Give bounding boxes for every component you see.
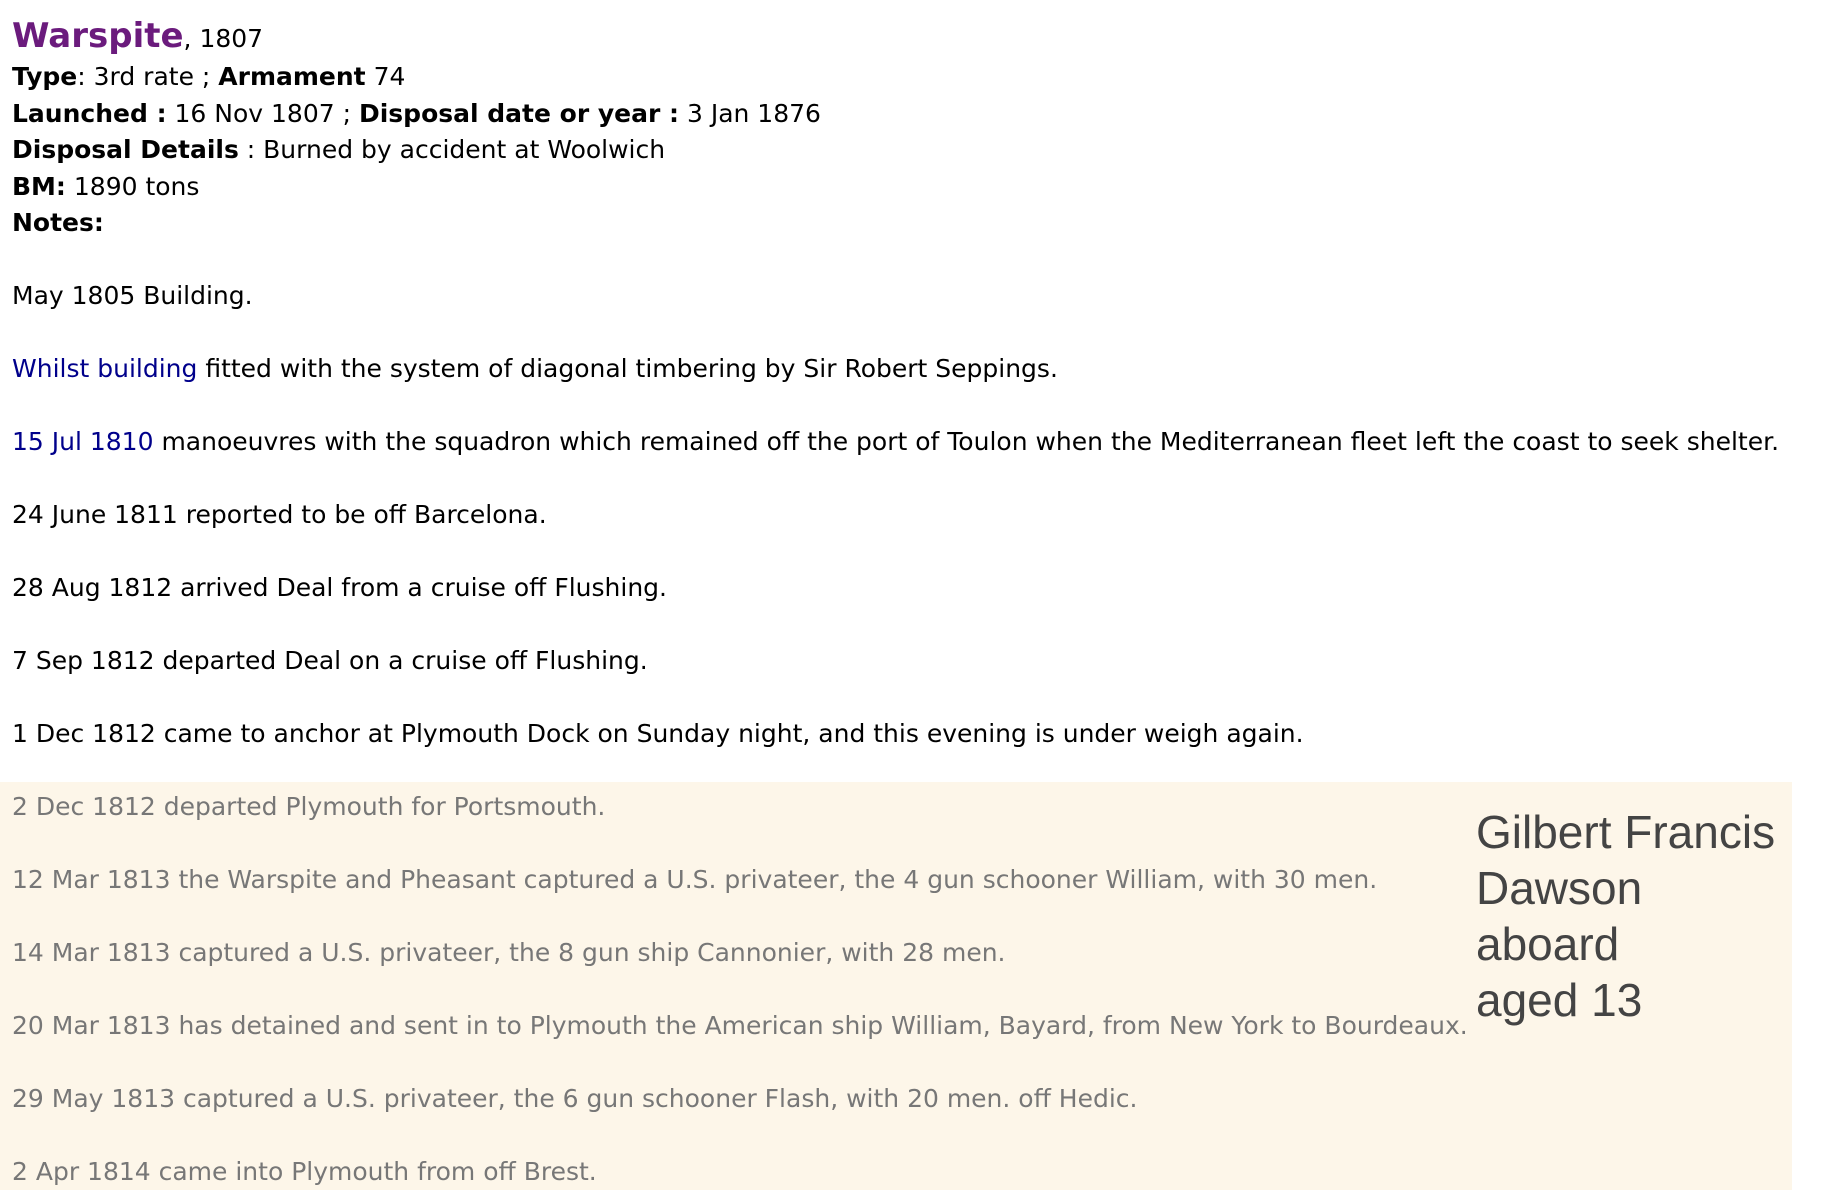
disposal-details-line [12,132,1712,169]
ship-details [12,16,1712,242]
title-line [12,16,1712,59]
entry-text: fitted with the system of diagonal timbering by Sir Robert Seppings. [197,354,1058,383]
disposal-details-value: : Burned by accident at Woolwich [238,135,666,164]
entry-text: 2 Dec 1812 departed Plymouth for Portsmouth. [12,792,606,821]
launched-line [12,96,1712,133]
history-entry [12,1011,1468,1041]
history-entry [12,1157,597,1187]
entry-text: manoeuvres with the squadron which remained off the port of Toulon when the Mediterranean fleet left the coast to seek shelter. [153,427,1780,456]
entry-text: 12 Mar 1813 the Warspite and Pheasant captured a U.S. privateer, the 4 gun schooner William, with 30 men. [12,865,1378,894]
disposal-date-label: Disposal date or year : [358,98,680,128]
ship-year: , 1807 [183,24,264,53]
whilst-building-link[interactable]: Whilst building [12,354,198,383]
ship-name: Warspite [12,16,184,56]
history-entry [12,354,1058,384]
history-entry [12,427,1779,457]
type-label: Type [12,62,78,91]
history-entry [12,792,605,822]
entry-text: 28 Aug 1812 arrived Deal from a cruise off Flushing. [12,573,667,602]
entry-text: 29 May 1813 captured a U.S. privateer, the 6 gun schooner Flash, with 20 men. off Hedic. [12,1084,1138,1113]
history-entry [12,1084,1137,1114]
history-entry [12,573,667,603]
entry-text: 24 June 1811 reported to be off Barcelona. [12,500,547,529]
bm-line [12,169,1712,206]
type-line [12,59,1712,96]
disposal-date-value: 3 Jan 1876 [679,98,821,128]
crew-note-line: aged 13 [1476,974,1643,1026]
history-entry [12,281,253,311]
crew-member-note [1476,804,1796,1028]
notes-line [12,205,1712,242]
history-entry [12,865,1377,895]
entry-text: May 1805 Building. [12,281,253,310]
history-entry [12,500,547,530]
entry-text: 2 Apr 1814 came into Plymouth from off Brest. [12,1157,597,1186]
bm-label: BM: [12,171,66,201]
armament-value: 74 [365,62,406,91]
crew-note-line: Dawson [1476,862,1643,914]
type-value: : 3rd rate ; [77,62,219,91]
history-entry [12,646,648,676]
crew-note-line: aboard [1476,918,1620,970]
entry-text: 14 Mar 1813 captured a U.S. privateer, the 8 gun ship Cannonier, with 28 men. [12,938,1006,967]
history-entry [12,938,1006,968]
entry-text: 20 Mar 1813 has detained and sent in to Plymouth the American ship William, Bayard, from New York to Bourdeaux. [12,1011,1468,1040]
launched-label: Launched : [12,98,167,128]
date-link-15-jul-1810[interactable]: 15 Jul 1810 [12,427,154,456]
armament-label: Armament [218,62,366,91]
entry-text: 1 Dec 1812 came to anchor at Plymouth Dock on Sunday night, and this evening is under weigh again. [12,719,1304,748]
crew-note-line: Gilbert Francis [1476,806,1776,858]
bm-value: 1890 tons [65,171,200,201]
disposal-details-label: Disposal Details [12,135,239,164]
entry-text: 7 Sep 1812 departed Deal on a cruise off Flushing. [12,646,648,675]
history-entry [12,719,1304,749]
launched-value: 16 Nov 1807 ; [166,98,359,128]
notes-label: Notes: [12,208,104,237]
